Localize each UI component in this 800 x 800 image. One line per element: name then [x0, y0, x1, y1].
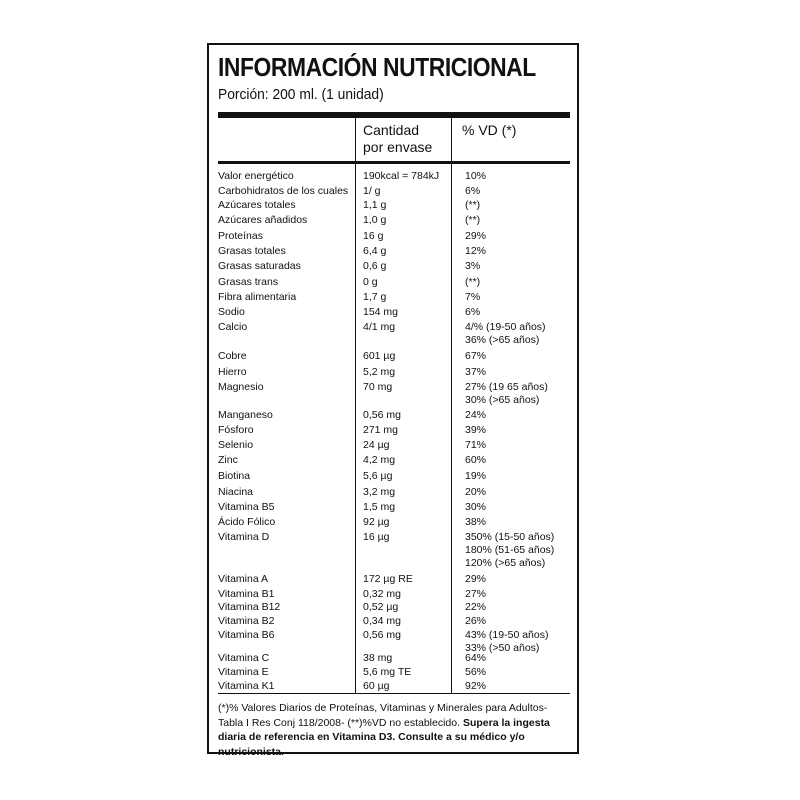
nutrient-vd: 27% (19 65 años): [465, 381, 548, 393]
nutrient-name: Vitamina B6: [218, 629, 275, 641]
nutrient-name: Sodio: [218, 306, 245, 318]
column-divider-2: [451, 118, 452, 694]
nutrient-name: Vitamina B1: [218, 588, 275, 600]
nutrient-vd: (**): [465, 199, 481, 211]
nutrient-name: Ácido Fólico: [218, 516, 276, 528]
nutrient-quantity: 1,1 g: [363, 199, 387, 211]
nutrient-name: Selenio: [218, 439, 254, 451]
nutrient-name: Vitamina C: [218, 652, 270, 664]
nutrient-name: Carbohidratos de los cuales: [218, 185, 349, 197]
nutrient-quantity: 5,6 mg TE: [363, 666, 412, 678]
nutrient-quantity: 92 µg: [363, 516, 390, 528]
nutrient-vd: 27%: [465, 588, 487, 600]
nutrient-vd: 12%: [465, 245, 487, 257]
nutrient-quantity: 24 µg: [363, 439, 390, 451]
nutrient-vd: 6%: [465, 185, 481, 197]
nutrient-name: Azúcares totales: [218, 199, 296, 211]
nutrient-vd: 3%: [465, 260, 481, 272]
nutrient-vd: 71%: [465, 439, 487, 451]
nutrient-name: Vitamina B5: [218, 501, 275, 513]
nutrient-vd: 4/% (19-50 años): [465, 321, 546, 333]
nutrient-quantity: 6,4 g: [363, 245, 387, 257]
nutrient-vd: 6%: [465, 306, 481, 318]
nutrient-name: Grasas saturadas: [218, 260, 301, 272]
nutrient-vd: 180% (51-65 años): [465, 544, 555, 556]
nutrient-name: Vitamina B12: [218, 601, 281, 613]
nutrient-name: Vitamina B2: [218, 615, 275, 627]
nutrient-quantity: 0 g: [363, 276, 378, 288]
nutrient-name: Vitamina A: [218, 573, 269, 585]
nutrient-name: Niacina: [218, 486, 254, 498]
column-header-quantity-line1: Cantidad: [363, 122, 420, 138]
nutrient-name: Zinc: [218, 454, 238, 466]
nutrient-quantity: 190kcal = 784kJ: [363, 170, 440, 182]
nutrient-quantity: 0,34 mg: [363, 615, 401, 627]
nutrient-vd: 37%: [465, 366, 487, 378]
nutrient-vd: 350% (15-50 años): [465, 531, 555, 543]
nutrient-name: Hierro: [218, 366, 247, 378]
nutrient-vd: 43% (19-50 años): [465, 629, 549, 641]
nutrient-name: Manganeso: [218, 409, 273, 421]
nutrient-vd: 60%: [465, 454, 487, 466]
nutrient-quantity: 271 mg: [363, 424, 399, 436]
nutrient-quantity: 0,6 g: [363, 260, 387, 272]
nutrient-name: Azúcares añadidos: [218, 214, 308, 226]
nutrient-vd: 38%: [465, 516, 487, 528]
column-header-quantity-line2: por envase: [363, 139, 433, 155]
nutrient-quantity: 0,32 mg: [363, 588, 401, 600]
nutrient-quantity: 4/1 mg: [363, 321, 396, 333]
nutrient-vd: 29%: [465, 573, 487, 585]
header-thick-divider: [218, 112, 570, 118]
label-title: INFORMACIÓN NUTRICIONAL: [218, 52, 536, 82]
nutrient-quantity: 5,6 µg: [363, 470, 393, 482]
nutrient-quantity: 70 mg: [363, 381, 393, 393]
nutrient-name: Vitamina K1: [218, 680, 275, 692]
column-header-quantity: [363, 122, 432, 156]
nutrient-vd: 56%: [465, 666, 487, 678]
nutrient-vd: 33% (>50 años): [465, 642, 540, 654]
nutrient-name: Fibra alimentaria: [218, 291, 297, 303]
nutrient-vd: 29%: [465, 230, 487, 242]
nutrient-name: Biotina: [218, 470, 251, 482]
nutrient-quantity: 154 mg: [363, 306, 399, 318]
nutrient-vd: 10%: [465, 170, 487, 182]
nutrient-quantity: 172 µg RE: [363, 573, 413, 585]
footnote-warning: Supera la ingesta diaria de referencia en Vitamina D3. Consulte a su médico y/o nutricionista.: [218, 716, 550, 758]
nutrient-quantity: 0,52 µg: [363, 601, 399, 613]
nutrient-vd: 7%: [465, 291, 481, 303]
footnote: [218, 701, 573, 759]
nutrient-name: Vitamina D: [218, 531, 270, 543]
footnote-text: (*)% Valores Diarios de Proteínas, Vitaminas y Minerales para Adultos- Tabla I Res Conj 118/2008- (**)%VD no establecido.: [218, 702, 548, 729]
nutrient-name: Calcio: [218, 321, 248, 333]
nutrient-name: Vitamina E: [218, 666, 269, 678]
nutrient-vd: 30%: [465, 501, 487, 513]
nutrient-name: Valor energético: [218, 170, 294, 182]
nutrient-vd: 36% (>65 años): [465, 334, 540, 346]
nutrient-name: Fósforo: [218, 424, 254, 436]
nutrient-name: Magnesio: [218, 381, 264, 393]
nutrient-quantity: 5,2 mg: [363, 366, 396, 378]
nutrient-quantity: 0,56 mg: [363, 629, 401, 641]
nutrient-quantity: 16 g: [363, 230, 384, 242]
nutrient-name: Grasas totales: [218, 245, 286, 257]
column-header-divider: [218, 161, 570, 164]
nutrient-vd: 26%: [465, 615, 487, 627]
nutrient-name: Proteínas: [218, 230, 263, 242]
nutrient-vd: 30% (>65 años): [465, 394, 540, 406]
nutrient-vd: (**): [465, 214, 481, 226]
nutrient-vd: 67%: [465, 350, 487, 362]
nutrient-vd: 20%: [465, 486, 487, 498]
nutrient-quantity: 0,56 mg: [363, 409, 401, 421]
nutrient-quantity: 4,2 mg: [363, 454, 396, 466]
serving-size: Porción: 200 ml. (1 unidad): [218, 86, 384, 103]
nutrient-quantity: 16 µg: [363, 531, 390, 543]
nutrient-name: Cobre: [218, 350, 247, 362]
nutrient-name: Grasas trans: [218, 276, 279, 288]
nutrient-quantity: 1,7 g: [363, 291, 387, 303]
nutrient-quantity: 1/ g: [363, 185, 381, 197]
nutrient-quantity: 1,0 g: [363, 214, 387, 226]
column-header-vd: % VD (*): [462, 122, 517, 138]
column-divider-1: [355, 118, 356, 694]
nutrient-vd: (**): [465, 276, 481, 288]
nutrient-vd: 39%: [465, 424, 487, 436]
nutrient-vd: 92%: [465, 680, 487, 692]
nutrient-vd: 120% (>65 años): [465, 557, 546, 569]
nutrient-vd: 24%: [465, 409, 487, 421]
table-bottom-divider: [218, 693, 570, 694]
nutrient-vd: 22%: [465, 601, 487, 613]
nutrient-vd: 64%: [465, 652, 487, 664]
nutrient-quantity: 3,2 mg: [363, 486, 396, 498]
nutrient-quantity: 60 µg: [363, 680, 390, 692]
nutrient-vd: 19%: [465, 470, 487, 482]
nutrient-quantity: 1,5 mg: [363, 501, 396, 513]
nutrient-quantity: 601 µg: [363, 350, 396, 362]
nutrient-quantity: 38 mg: [363, 652, 393, 664]
